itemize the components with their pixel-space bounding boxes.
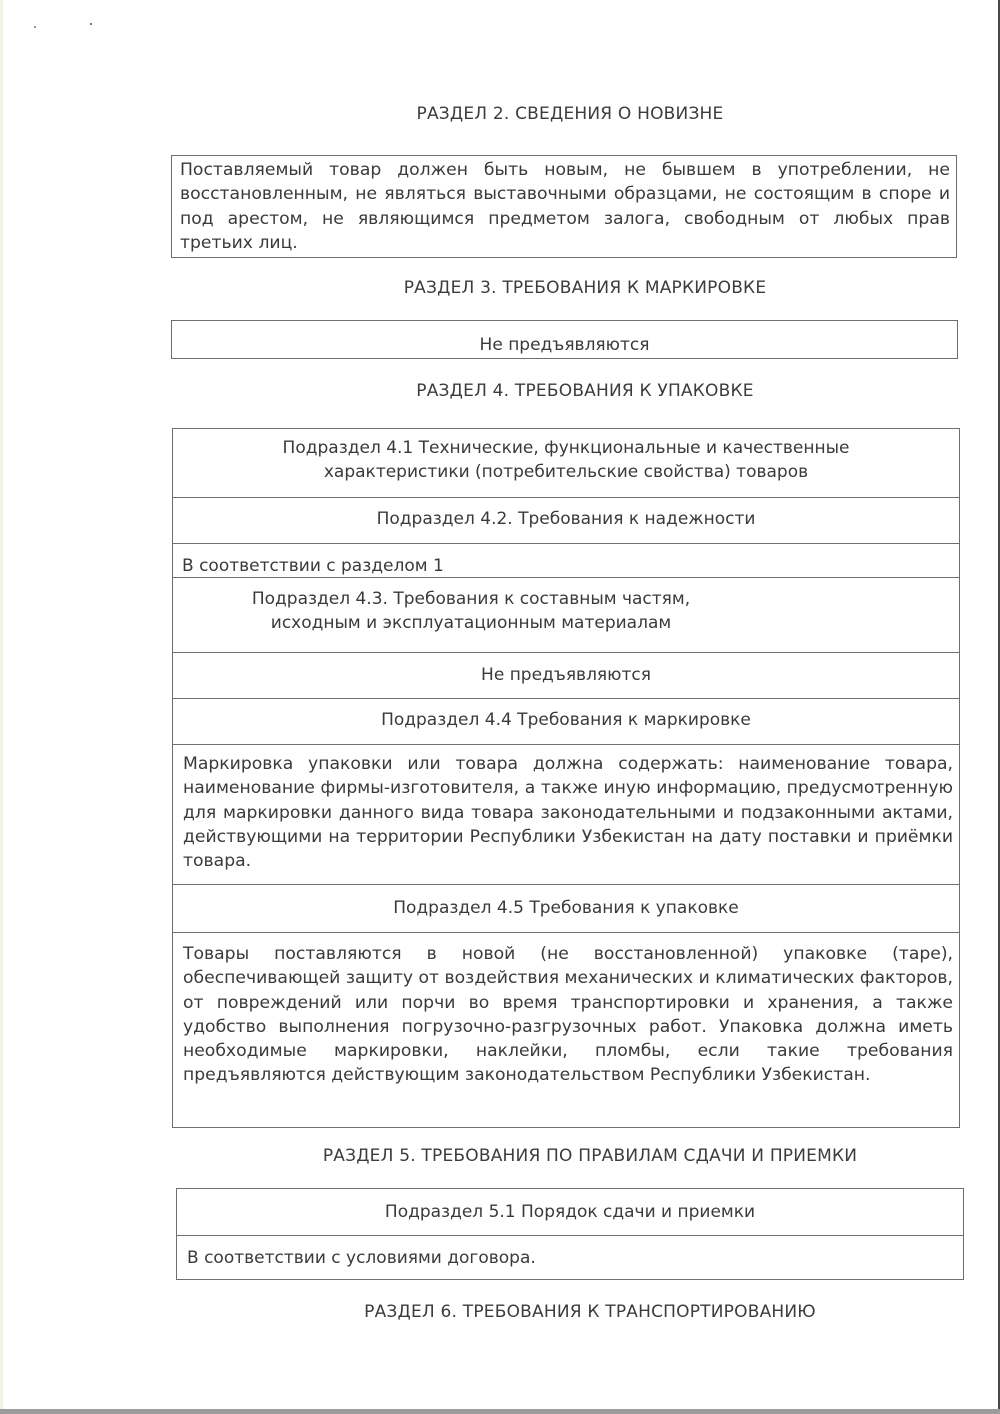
subsection-4-1-heading: Подраздел 4.1 Технические, функциональные и качественные характеристики (потребительские свойства) товаров: [282, 438, 850, 482]
acceptance-value: В соответствии с условиями договора.: [177, 1235, 963, 1279]
section-4-table: [172, 428, 960, 1128]
marking-value: Не предъявляются: [479, 335, 650, 355]
novelty-paragraph: Поставляемый товар должен быть новым, не бывшем в употреблении, не восстановленным, не являться выставочными образцами, не состоящим в споре и под арестом, не являющимся предметом залога, свободным от любых прав третьих лиц.: [180, 160, 950, 253]
section-3-heading: РАЗДЕЛ 3. ТРЕБОВАНИЯ К МАРКИРОВКЕ: [403, 278, 767, 298]
section-2-heading: РАЗДЕЛ 2. СВЕДЕНИЯ О НОВИЗНЕ: [416, 104, 724, 124]
section-2-table: [171, 155, 957, 258]
section-3-table: [171, 320, 958, 359]
reliability-value: В соответствии с разделом 1: [173, 543, 959, 577]
subsection-5-1-heading: Подраздел 5.1 Порядок сдачи и приемки: [384, 1202, 756, 1222]
scan-speck: [34, 26, 36, 28]
components-value: Не предъявляются: [173, 652, 959, 698]
subsection-4-2-heading: Подраздел 4.2. Требования к надежности: [173, 497, 959, 543]
section-5-table: [176, 1188, 964, 1280]
subsection-4-4-heading: Подраздел 4.4 Требования к маркировке: [173, 698, 959, 744]
section-4-heading: РАЗДЕЛ 4. ТРЕБОВАНИЯ К УПАКОВКЕ: [416, 381, 754, 401]
scan-page-edge-left: [0, 0, 3, 1414]
section-6-heading: РАЗДЕЛ 6. ТРЕБОВАНИЯ К ТРАНСПОРТИРОВАНИЮ: [364, 1302, 816, 1322]
marking-paragraph: Маркировка упаковки или товара должна содержать: наименование товара, наименование фирмы-изготовителя, а также иную информацию, предусмотренную для маркировки данного вида товара законодательными и подзаконными актами, действующими на территории Республики Узбекистан на дату поставки и приёмки товара.: [173, 744, 959, 884]
subsection-4-5-heading: Подраздел 4.5 Требования к упаковке: [173, 884, 959, 932]
section-5-heading: РАЗДЕЛ 5. ТРЕБОВАНИЯ ПО ПРАВИЛАМ СДАЧИ И ПРИЕМКИ: [322, 1146, 858, 1166]
packaging-paragraph: Товары поставляются в новой (не восстановленной) упаковке (таре), обеспечивающей защиту от воздействия механических и климатических факторов, от повреждений или порчи во время транспортировки и хранения, а также удобство выполнения погрузочно-разгрузочных работ. Упаковка должна иметь необходимые маркировки, наклейки, пломбы, если такие требования предъявляются действующим законодательством Республики Узбекистан.: [173, 932, 959, 1088]
scan-page-edge-bottom: [0, 1409, 1000, 1414]
scan-speck: [90, 23, 92, 25]
subsection-4-3-heading: Подраздел 4.3. Требования к составным частям, исходным и эксплуатационным материалам: [173, 577, 959, 652]
